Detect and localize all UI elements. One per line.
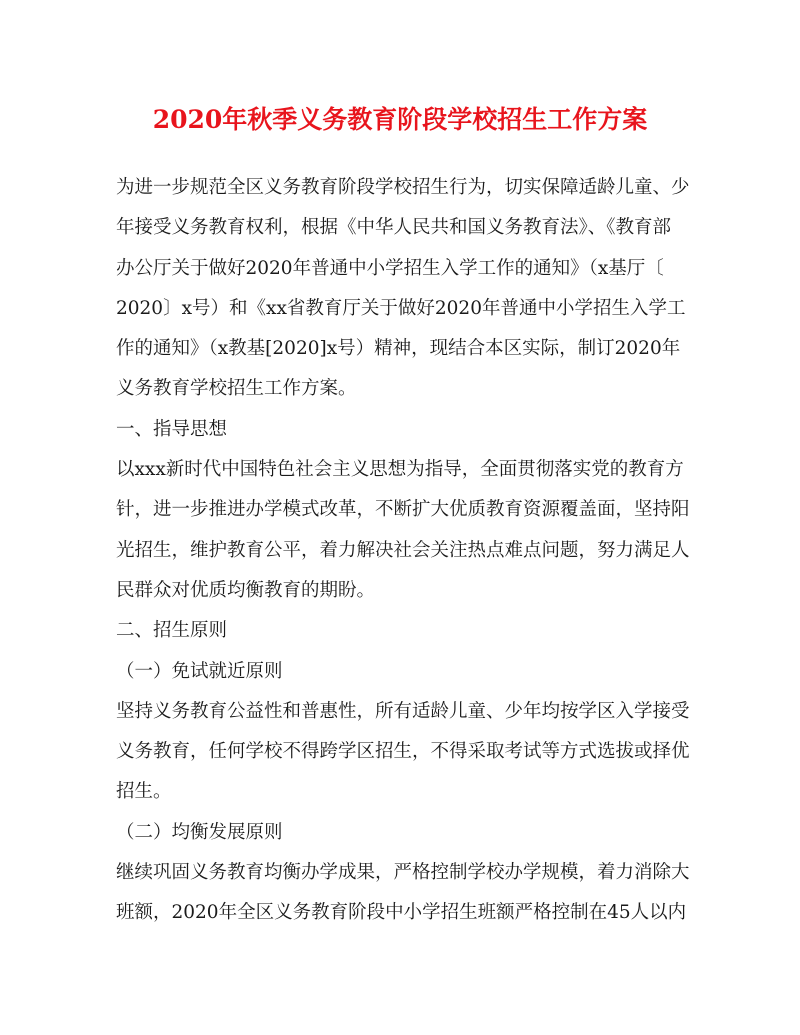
body-line: 作的通知》（x教基[2020]x号）精神，现结合本区实际，制订2020年 xyxy=(116,338,681,360)
body-line: 以xxx新时代中国特色社会主义思想为指导，全面贯彻落实党的教育方 xyxy=(116,459,684,481)
body-line: 光招生，维护教育公平，着力解决社会关注热点难点问题，努力满足人 xyxy=(116,539,690,561)
body-line: 招生。 xyxy=(116,781,172,803)
body-line: 班额，2020年全区义务教育阶段中小学招生班额严格控制在45人以内 xyxy=(116,902,687,924)
document-title: 2020年秋季义务教育阶段学校招生工作方案 xyxy=(152,105,648,134)
body-line: 针，进一步推进办学模式改革，不断扩大优质教育资源覆盖面，坚持阳 xyxy=(116,499,690,521)
subsection-heading: （二）均衡发展原则 xyxy=(116,821,283,843)
body-line: 义务教育，任何学校不得跨学区招生，不得采取考试等方式选拔或择优 xyxy=(116,741,690,763)
document-body xyxy=(116,168,696,934)
subsection-heading: （一）免试就近原则 xyxy=(116,660,283,682)
body-line: 为进一步规范全区义务教育阶段学校招生行为，切实保障适龄儿童、少 xyxy=(116,177,690,198)
body-line: 办公厅关于做好2020年普通中小学招生入学工作的通知》（x基厅〔 xyxy=(116,257,664,279)
body-line: 年接受义务教育权利，根据《中华人民共和国义务教育法》、《教育部 xyxy=(116,217,672,239)
body-line: 继续巩固义务教育均衡办学成果，严格控制学校办学规模，着力消除大 xyxy=(116,862,690,884)
body-line: 义务教育学校招生工作方案。 xyxy=(116,378,357,400)
section-heading: 二、招生原则 xyxy=(116,620,228,642)
body-line: 坚持义务教育公益性和普惠性，所有适龄儿童、少年均按学区入学接受 xyxy=(116,700,690,722)
body-line: 2020〕x号）和《xx省教育厅关于做好2020年普通中小学招生入学工 xyxy=(116,297,686,319)
body-line: 民群众对优质均衡教育的期盼。 xyxy=(116,579,376,601)
section-heading: 一、指导思想 xyxy=(116,418,228,440)
